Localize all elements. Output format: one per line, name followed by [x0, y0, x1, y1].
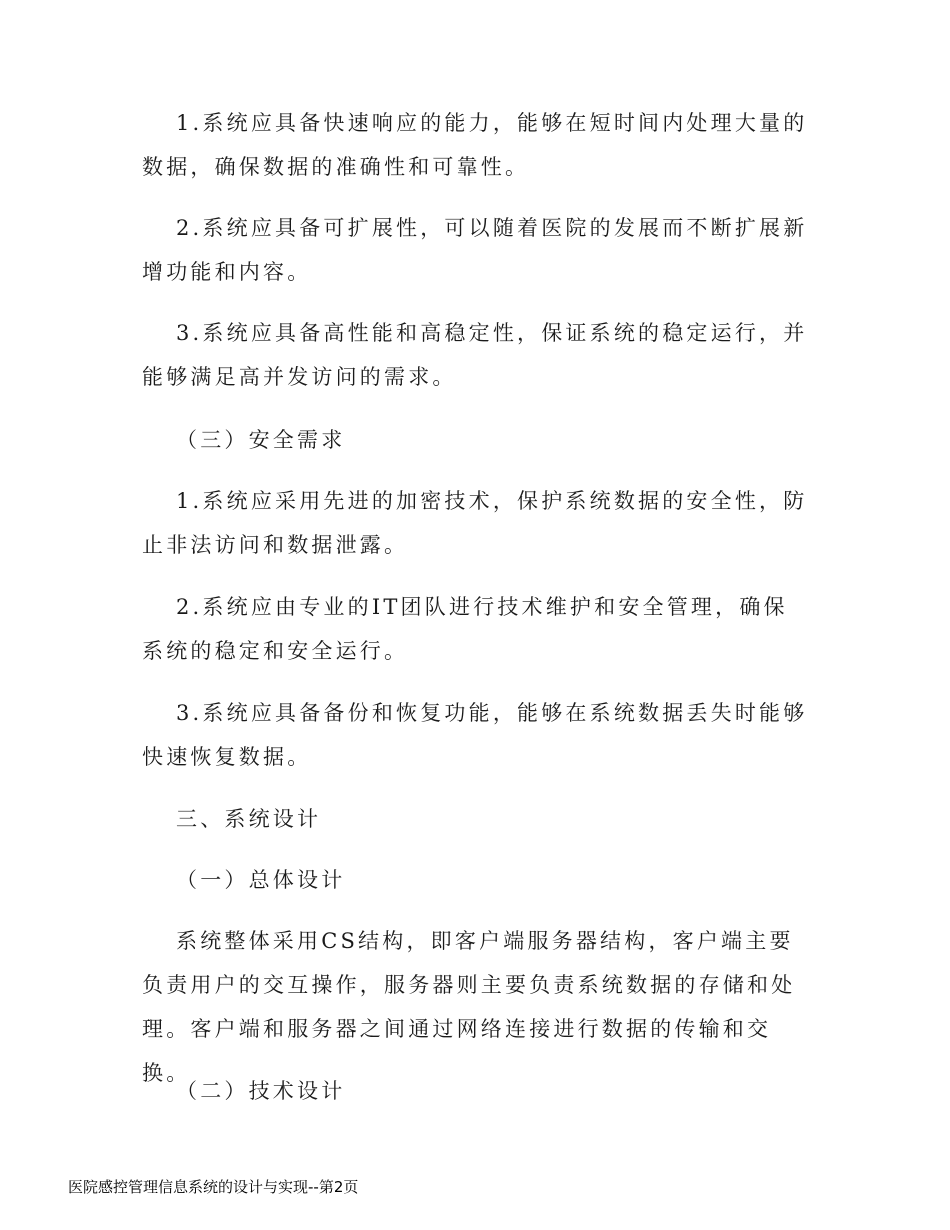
paragraph-security-backup: 3.系统应具备备份和恢复功能，能够在系统数据丢失时能够快速恢复数据。: [142, 701, 808, 769]
heading-technical-design: （二）技术设计: [176, 1079, 346, 1103]
paragraph-security-team: 2.系统应由专业的IT团队进行技术维护和安全管理，确保系统的稳定和安全运行。: [142, 595, 788, 663]
paragraph-performance-scalability: 2.系统应具备可扩展性，可以随着医院的发展而不断扩展新增功能和内容。: [142, 216, 808, 284]
heading-system-design: 三、系统设计: [176, 807, 322, 831]
paragraph-cs-architecture: 系统整体采用CS结构，即客户端服务器结构，客户端主要负责用户的交互操作，服务器则主要负责系统数据的存储和处理。客户端和服务器之间通过网络连接进行数据的传输和交换。: [142, 929, 796, 1085]
paragraph-security-encryption: 1.系统应采用先进的加密技术，保护系统数据的安全性，防止非法访问和数据泄露。: [142, 489, 808, 557]
heading-security-requirements: （三）安全需求: [176, 428, 346, 452]
paragraph-performance-response: 1.系统应具备快速响应的能力，能够在短时间内处理大量的数据，确保数据的准确性和可靠性。: [142, 111, 808, 179]
paragraph-performance-stability: 3.系统应具备高性能和高稳定性，保证系统的稳定运行，并能够满足高并发访问的需求。: [142, 321, 808, 389]
heading-overall-design: （一）总体设计: [176, 868, 346, 892]
page-footer: 医院感控管理信息系统的设计与实现--第2页: [68, 1178, 359, 1196]
